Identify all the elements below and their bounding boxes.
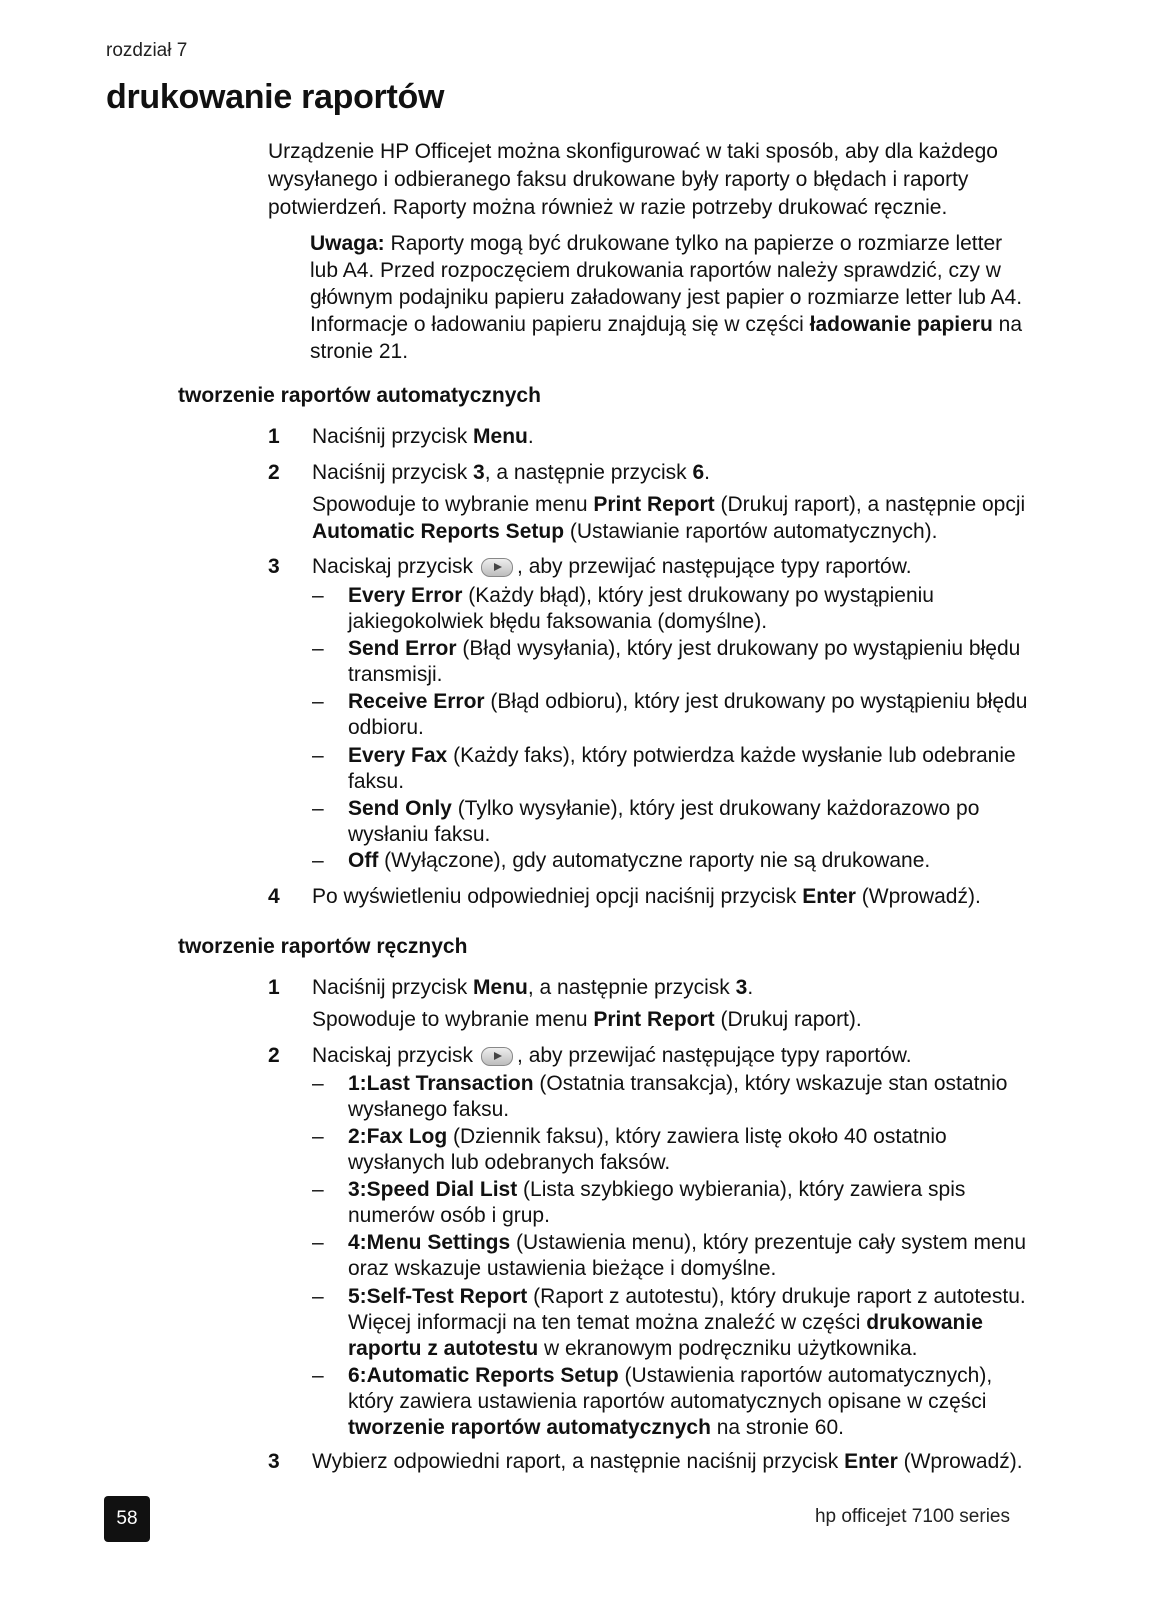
note-tail: na stronie 21.	[310, 313, 1023, 363]
intro-paragraph: Urządzenie HP Officejet można skonfigurować w taki sposób, aby dla każdego wysyłanego i odbieranego faksu drukowane były raporty o błędach i raporty potwierdzeń. Raporty można również w razie potrzeby drukować ręcznie.	[268, 140, 998, 219]
note-text: Raporty mogą być drukowane tylko na papierze o rozmiarze letter lub A4. Przed rozpoczęciem drukowania raportów należy sprawdzić, czy w głównym podajniku papieru załadowany jest papier o rozmiarze letter lub A4. Informacje o ładowaniu papieru znajdują się w części	[310, 232, 1023, 336]
menu-key: Menu	[473, 425, 528, 448]
step-number: 1	[268, 976, 280, 999]
arrow-button-icon	[481, 558, 513, 577]
manual-step-1-detail: Spowoduje to wybranie menu Print Report (Drukuj raport).	[312, 1008, 862, 1031]
footer-product: hp officejet 7100 series	[814, 1506, 1010, 1527]
section-heading-auto: tworzenie raportów automatycznych	[178, 384, 541, 407]
auto-step-2-detail: Spowoduje to wybranie menu Print Report (Drukuj raport), a następnie opcji Automatic Reports Setup (Ustawianie raportów automatycznych).	[312, 493, 1026, 543]
step-number: 4	[268, 885, 280, 908]
page-number: 58	[104, 1496, 150, 1542]
step-number: 2	[268, 461, 280, 484]
auto-reports-link[interactable]: tworzenie raportów automatycznych	[348, 1416, 711, 1439]
note-link[interactable]: ładowanie papieru	[809, 313, 993, 336]
arrow-button-icon	[481, 1047, 513, 1066]
step-number: 1	[268, 425, 280, 448]
step-number: 3	[268, 555, 280, 578]
step-number: 2	[268, 1044, 280, 1067]
note-label: Uwaga:	[310, 232, 385, 255]
self-test-link[interactable]: drukowanie raportu z autotestu	[348, 1311, 983, 1360]
page-title: drukowanie raportów	[106, 78, 445, 116]
section-heading-manual: tworzenie raportów ręcznych	[178, 935, 468, 958]
step-number: 3	[268, 1450, 280, 1473]
note-paragraph	[310, 230, 1030, 365]
chapter-label: rozdział 7	[106, 40, 188, 61]
